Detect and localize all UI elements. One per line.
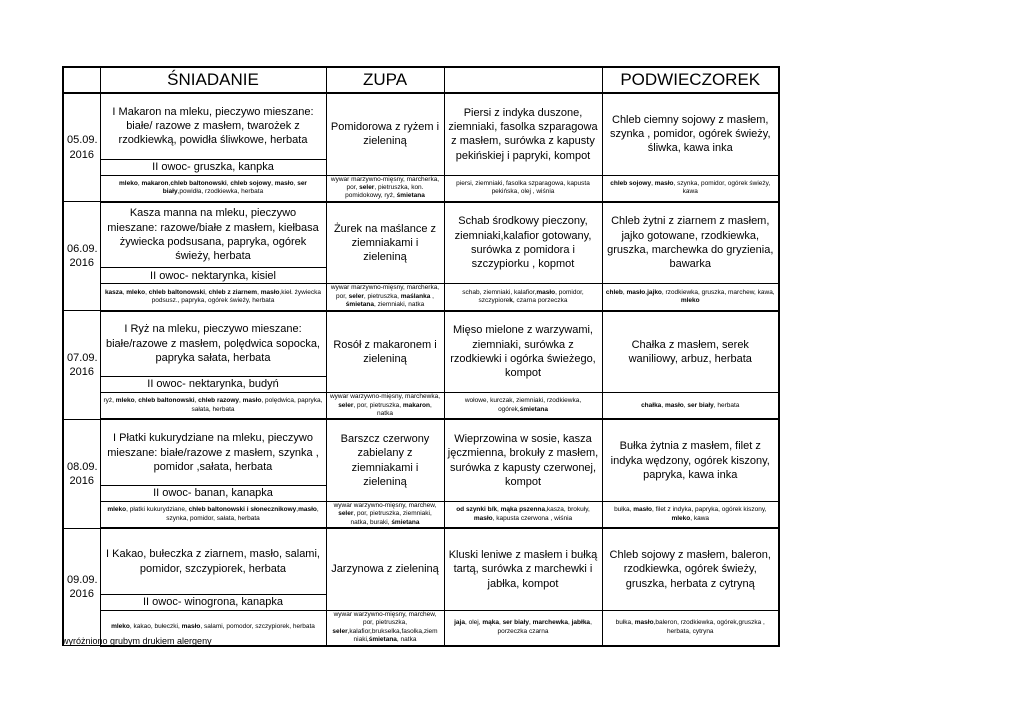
allergen-note: wyróżniono grubym drukiem alergeny: [62, 636, 212, 646]
breakfast-ingredients: kasza, mleko, chleb baltonowski, chleb z ziarnem, masło,kieł. żywiecka podsusz., papryka, ogórek świeży, herbata: [100, 284, 326, 311]
menu-table: [62, 66, 780, 647]
soup-ingredients: wywar warzywno-mięsny, marchewka, seler, por, pietruszka, makaron, natka: [326, 393, 444, 420]
breakfast-ingredients: mleko, płatki kukurydziane, chleb baltonowski i słonecznikowy,masło, szynka, pomidor, sałata, herbata: [100, 501, 326, 528]
day-date: 05.09. 2016: [63, 93, 100, 202]
main-dish-cell: Mięso mielone z warzywami, ziemniaki, surówka z rzodkiewki i ogórka świeżego, kompot: [444, 311, 602, 393]
snack-cell: Chleb żytni z ziarnem z masłem, jajko gotowane, rzodkiewka, gruszka, marchewka do gryzienia, bawarka: [602, 202, 779, 284]
day-date: 09.09. 2016: [63, 528, 100, 645]
day-date: 07.09. 2016: [63, 311, 100, 420]
soup-cell: Barszcz czerwony zabielany z ziemniakami i zieleniną: [326, 419, 444, 501]
day-row: [63, 93, 779, 159]
breakfast-ingredients: mleko, kakao, bułeczki, masło, salami, pomodor, szczypiorek, herbata: [100, 610, 326, 645]
snack-cell: Chleb sojowy z masłem, baleron, rzodkiewka, ogórek świeży, gruszka, herbata z cytryną: [602, 528, 779, 610]
soup-ingredients: wywar warzywno-mięsny, marchew, seler, por, pietruszka, ziemniaki, natka, buraki, śmietana: [326, 501, 444, 528]
main-ingredients: od szynki b/k, mąka pszenna,kasza, brokuły, masło, kapusta czerwona , wiśnia: [444, 501, 602, 528]
snack-ingredients: chleb sojowy, masło, szynka, pomidor, ogórek świeży, kawa: [602, 175, 779, 202]
soup-cell: Żurek na maślance z ziemniakami i zieleniną: [326, 202, 444, 284]
header-row: [63, 67, 779, 93]
breakfast-cell: I Płatki kukurydziane na mleku, pieczywo mieszane: białe/razowe z masłem, szynka , pomidor ,sałata, herbata: [100, 419, 326, 485]
breakfast-cell: I Kakao, bułeczka z ziarnem, masło, salami, pomidor, szczypiorek, herbata: [100, 528, 326, 594]
snack-ingredients: bułka, masło, filet z indyka, papryka, ogórek kiszony, mleko, kawa: [602, 501, 779, 528]
second-breakfast-cell: II owoc- banan, kanapka: [100, 485, 326, 501]
soup-cell: Rosół z makaronem i zieleniną: [326, 311, 444, 393]
breakfast-cell: I Makaron na mleku, pieczywo mieszane: białe/ razowe z masłem, twarożek z rzodkiewką, powidła śliwkowe, herbata: [100, 93, 326, 159]
snack-ingredients: chałka, masło, ser biały, herbata: [602, 393, 779, 420]
snack-ingredients: bułka, masło,baleron, rzodkiewka, ogórek,gruszka , herbata, cytryna: [602, 610, 779, 645]
day-ingredients-row: [63, 393, 779, 420]
breakfast-ingredients: mleko, makaron,chleb baltonowski, chleb sojowy, masło, ser biały,powidła, rzodkiewka, herbata: [100, 175, 326, 202]
breakfast-ingredients: ryż, mleko, chleb baltonowski, chleb razowy, masło, polędwica, papryka, sałata, herbata: [100, 393, 326, 420]
day-date: 08.09. 2016: [63, 419, 100, 528]
snack-cell: Chałka z masłem, serek waniliowy, arbuz, herbata: [602, 311, 779, 393]
main-ingredients: schab, ziemniaki, kalafior,masło, pomidor, szczypiorek, czarna porzeczka: [444, 284, 602, 311]
soup-ingredients: wywar marzywno-mięsny, marcherka, por, seler, pietruszka, kon. pomidokowy, ryż, śmietana: [326, 175, 444, 202]
header-snack: PODWIECZOREK: [602, 67, 779, 93]
second-breakfast-cell: II owoc- winogrona, kanapka: [100, 594, 326, 610]
header-soup: ZUPA: [326, 67, 444, 93]
snack-cell: Chleb ciemny sojowy z masłem, szynka , pomidor, ogórek świeży, śliwka, kawa inka: [602, 93, 779, 175]
second-breakfast-cell: II owoc- nektarynka, kisiel: [100, 268, 326, 284]
main-ingredients: jaja, olej, mąka, ser biały, marchewka, jabłka, porzeczka czarna: [444, 610, 602, 645]
second-breakfast-cell: II owoc- gruszka, kanpka: [100, 159, 326, 175]
soup-cell: Pomidorowa z ryżem i zieleniną: [326, 93, 444, 175]
day-row: [63, 419, 779, 485]
soup-ingredients: wywar marzywno-mięsny, marcherka, por, seler, pietruszka, maślanka , śmietana, ziemniaki, natka: [326, 284, 444, 311]
day-row: [63, 528, 779, 594]
day-ingredients-row: [63, 284, 779, 311]
header-breakfast: ŚNIADANIE: [100, 67, 326, 93]
snack-ingredients: chleb, masło,jajko, rzodkiewka, gruszka, marchew, kawa, mleko: [602, 284, 779, 311]
main-dish-cell: Wieprzowina w sosie, kasza jęczmienna, brokuły z masłem, surówka z kapusty czerwonej, kompot: [444, 419, 602, 501]
day-date: 06.09. 2016: [63, 202, 100, 311]
main-ingredients: wołowe, kurczak, ziemniaki, rzodkiewka, ogórek,śmietana: [444, 393, 602, 420]
breakfast-cell: Kasza manna na mleku, pieczywo mieszane: razowe/białe z masłem, kiełbasa żywiecka podsusana, papryka, ogórek świeży, herbata: [100, 202, 326, 268]
day-row: [63, 202, 779, 268]
breakfast-cell: I Ryż na mleku, pieczywo mieszane: białe/razowe z masłem, polędwica sopocka, papryka sałata, herbata: [100, 311, 326, 377]
main-ingredients: piersi, ziemniaki, fasolka szparagowa, kapusta pekińska, olej , wiśnia: [444, 175, 602, 202]
header-date: [63, 67, 100, 93]
main-dish-cell: Kluski leniwe z masłem i bułką tartą, surówka z marchewki i jabłka, kompot: [444, 528, 602, 610]
main-dish-cell: Schab środkowy pieczony, ziemniaki,kalafior gotowany, surówka z pomidora i szczypiorku , kopmot: [444, 202, 602, 284]
snack-cell: Bułka żytnia z masłem, filet z indyka wędzony, ogórek kiszony, papryka, kawa inka: [602, 419, 779, 501]
menu-body: [63, 67, 779, 646]
day-row: [63, 311, 779, 377]
header-main: [444, 67, 602, 93]
soup-ingredients: wywar warzywno-mięsny, marchew, por, pietruszka, seler,kalafior,brukselka,fasolka,ziem niaki,śmietana, natka: [326, 610, 444, 645]
day-ingredients-row: [63, 175, 779, 202]
second-breakfast-cell: II owoc- nektarynka, budyń: [100, 377, 326, 393]
day-ingredients-row: [63, 501, 779, 528]
soup-cell: Jarzynowa z zieleniną: [326, 528, 444, 610]
main-dish-cell: Piersi z indyka duszone, ziemniaki, fasolka szparagowa z masłem, surówka z kapusty pekińskiej i papryki, kompot: [444, 93, 602, 175]
